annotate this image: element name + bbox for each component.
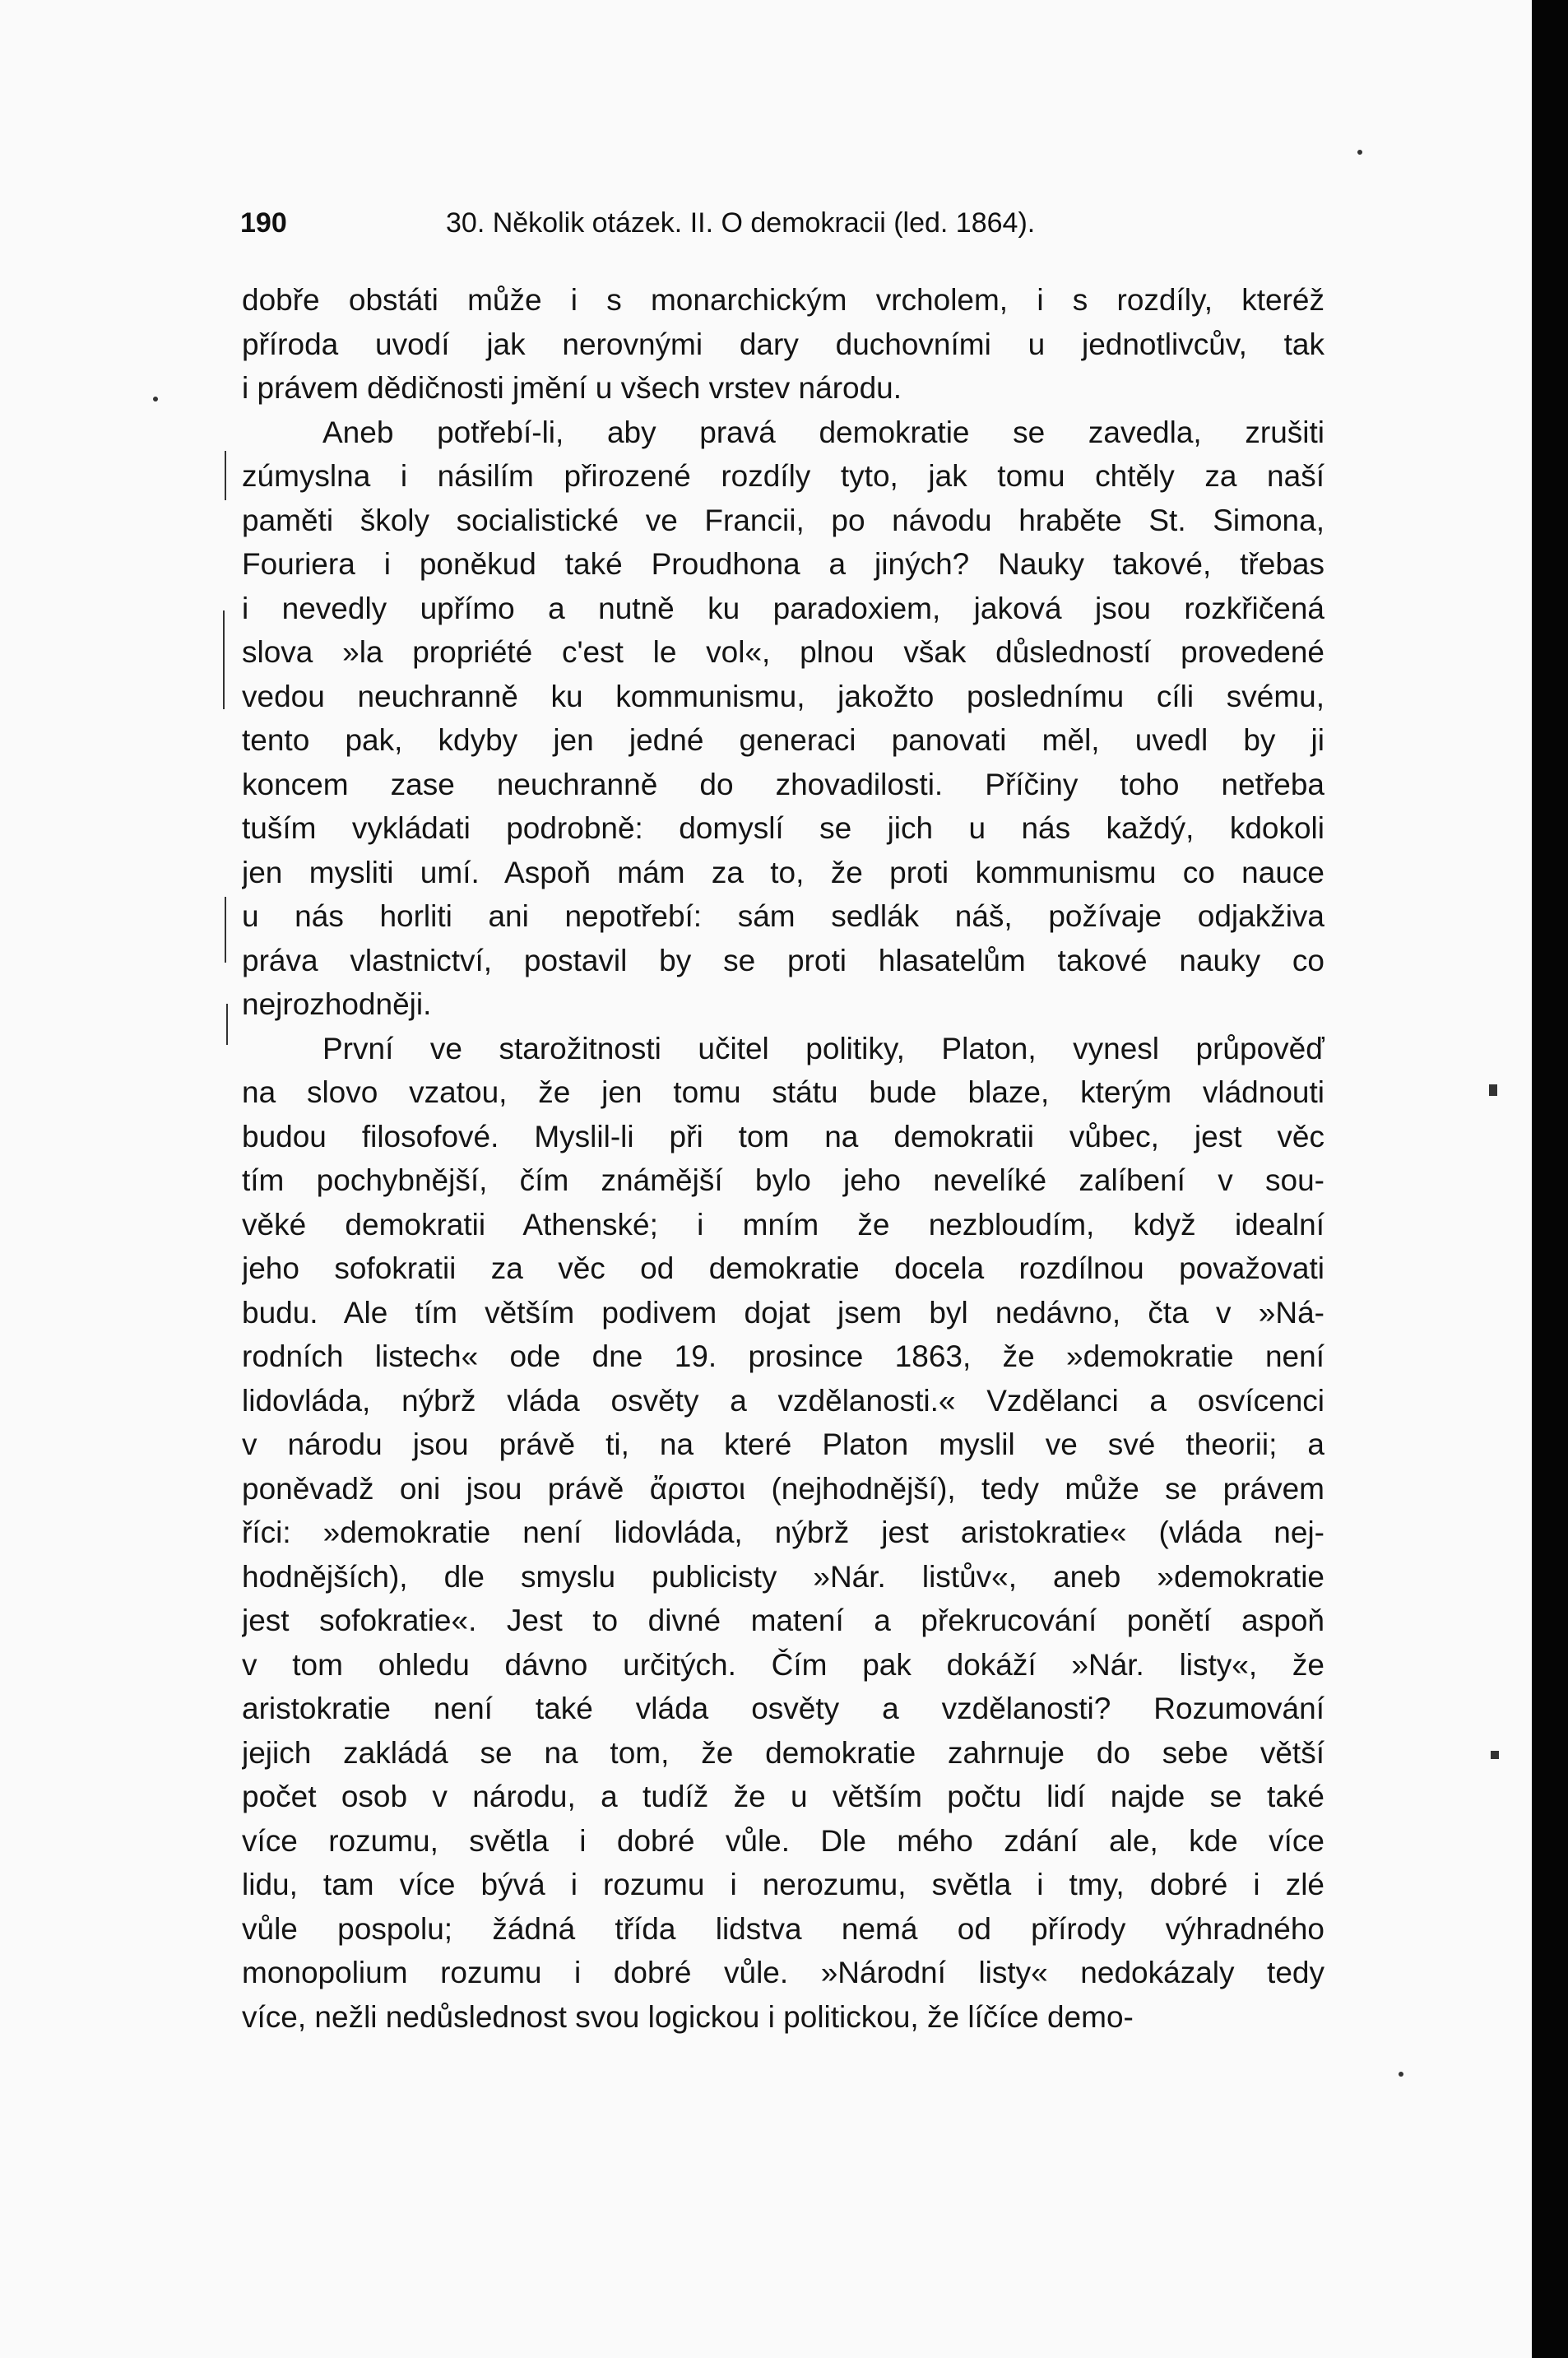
text-line: zúmyslna i násilím přirozené rozdíly tyto, jak tomu chtěly za naší (242, 459, 1324, 493)
text-line: dobře obstáti může i s monarchickým vrcholem, i s rozdíly, kteréž (242, 283, 1324, 317)
text-line: lidu, tam více bývá i rozumu i nerozumu, světla i tmy, dobré i zlé (242, 1868, 1324, 1901)
text-line: vedou neuchranně ku kommunismu, jakožto poslednímu cíli svému, (242, 679, 1324, 713)
text-line: více rozumu, světla i dobré vůle. Dle mého zdání ale, kde více (242, 1823, 1324, 1858)
text-line: budu. Ale tím větším podivem dojat jsem byl nedávno, čta v »Ná- (242, 1295, 1324, 1330)
text-line: říci: »demokratie není lidovláda, nýbrž jest aristokratie« (vláda nej- (242, 1516, 1324, 1549)
text-line: v tom ohledu dávno určitých. Čím pak dokáží »Nár. listy«, že (242, 1647, 1324, 1682)
margin-rule (223, 610, 225, 709)
text-line: věké demokratii Athenské; i mním že nezbloudím, když idealní (242, 1207, 1324, 1242)
text-line: poněvadž oni jsou právě ἄριστοι (nejhodnější), tedy může se právem (242, 1471, 1324, 1506)
text-line: Fouriera i poněkud také Proudhona a jiných? Nauky takové, třebas (242, 547, 1324, 581)
text-line: budou filosofové. Myslil-li při tom na demokratii vůbec, jest věc (242, 1119, 1324, 1153)
text-line: i právem dědičnosti jmění u všech vrstev národu. (242, 371, 902, 405)
margin-notch (1491, 1751, 1499, 1759)
text-line: i nevedly upřímo a nutně ku paradoxiem, jaková jsou rozkřičená (242, 591, 1324, 625)
text-line: více, nežli nedůslednost svou logickou i politickou, že líčíce demo- (242, 1999, 1134, 2034)
text-line: jeho sofokratii za věc od demokratie docela rozdílnou považovati (242, 1251, 1324, 1285)
chapter-title: 30. Několik otázek. II. O demokracii (led. 1864). (446, 207, 1036, 239)
text-line: u nás horliti ani nepotřebí: sám sedlák náš, požívaje odjakživa (242, 899, 1324, 933)
text-line: na slovo vzatou, že jen tomu státu bude blaze, kterým vládnouti (242, 1075, 1324, 1109)
text-line: jest sofokratie«. Jest to divné matení a překrucování ponětí aspoň (242, 1604, 1324, 1637)
text-line: v národu jsou právě ti, na které Platon myslil ve své theorii; a (242, 1427, 1324, 1461)
margin-rule (225, 451, 226, 500)
text-line: monopolium rozumu i dobré vůle. »Národní listy« nedokázaly tedy (242, 1956, 1324, 1989)
text-line: tuším vykládati podrobně: domyslí se jich u nás každý, kdokoli (242, 811, 1324, 845)
text-line: tím pochybnější, čím známější bylo jeho nevelíké zalíbení v sou- (242, 1163, 1324, 1197)
text-line: koncem zase neuchranně do zhovadilosti. Příčiny toho netřeba (242, 767, 1324, 801)
scan-edge (1532, 0, 1568, 2358)
text-line: nejrozhodněji. (242, 987, 432, 1021)
margin-notch (1489, 1084, 1497, 1096)
text-line: vůle pospolu; žádná třída lidstva nemá od přírody výhradného (242, 1911, 1324, 1946)
speck (1399, 2072, 1403, 2077)
text-line: aristokratie není také vláda osvěty a vzdělanosti? Rozumování (242, 1692, 1324, 1725)
text-line: tento pak, kdyby jen jedné generaci panovati měl, uvedl by ji (242, 723, 1324, 757)
text-line: příroda uvodí jak nerovnými dary duchovními u jednotlivcův, tak (242, 327, 1324, 361)
running-head (240, 207, 1343, 247)
body-text (242, 278, 1324, 2039)
text-line: paměti školy socialistické ve Francii, po návodu hraběte St. Simona, (242, 503, 1324, 537)
margin-rule (226, 1004, 228, 1045)
text-line: práva vlastnictví, postavil by se proti hlasatelům takové nauky co (242, 943, 1324, 977)
speck (153, 397, 158, 402)
text-line: hodnějších), dle smyslu publicisty »Nár. listův«, aneb »demokratie (242, 1559, 1324, 1594)
text-line: První ve starožitnosti učitel politiky, Platon, vynesl průpověď (322, 1031, 1324, 1065)
text-line: jejich zakládá se na tom, že demokratie zahrnuje do sebe větší (242, 1735, 1324, 1770)
margin-rule (225, 897, 226, 963)
text-line: slova »la propriété c'est le vol«, plnou však důsledností provedené (242, 635, 1324, 669)
speck (1357, 150, 1362, 155)
text-line: lidovláda, nýbrž vláda osvěty a vzdělanosti.« Vzdělanci a osvícenci (242, 1383, 1324, 1418)
text-line: počet osob v národu, a tudíž že u větším počtu lidí najde se také (242, 1780, 1324, 1813)
text-line: rodních listech« ode dne 19. prosince 1863, že »demokratie není (242, 1339, 1324, 1373)
text-line: Aneb potřebí-li, aby pravá demokratie se zavedla, zrušiti (322, 415, 1324, 449)
page-number: 190 (240, 207, 287, 239)
text-line: jen mysliti umí. Aspoň mám za to, že proti kommunismu co nauce (242, 855, 1324, 889)
